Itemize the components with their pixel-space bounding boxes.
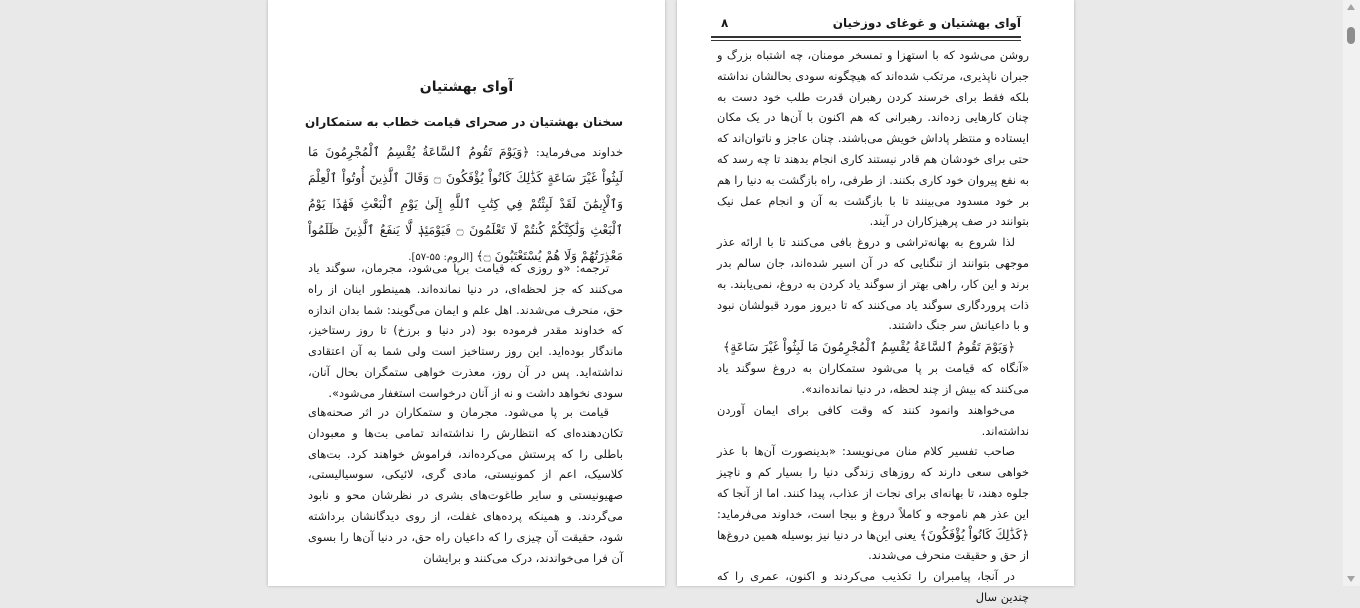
intro-text: خداوند می‌فرماید: [529,145,623,159]
header-rule-thick [711,36,1021,38]
quran-verse: ﴿وَيَوْمَ تَقُومُ ٱلسَّاعَةُ يُقْسِمُ ٱلْمُجْرِمُونَ مَا لَبِثُواْ غَيْرَ سَاعَةٍ كَذَٰلِكَ كَانُواْ يُؤْفَكُونَ ۝ وَقَالَ ٱلَّذِينَ أُوتُواْ ٱلْعِلْمَ وَٱلْإِيمَٰنَ لَقَدْ لَبِثْتُمْ فِي كِتَٰبِ ٱللَّهِ إِلَىٰ يَوْمِ ٱلْبَعْثِ فَهَٰذَا يَوْمُ ٱلْبَعْثِ وَلَٰكِنَّكُمْ كُنتُمْ لَا تَعْلَمُونَ ۝ فَيَوْمَئِذٖ لَّا يَنفَعُ ٱلَّذِينَ ظَلَمُواْ مَعْذِرَتُهُمْ وَلَا هُمْ يُسْتَعْتَبُونَ ۝﴾ [308,145,623,263]
body-paragraph: لذا شروع به بهانه‌تراشی و دروغ بافی می‌کنند تا با ارائه عذر موجهی بتوانند از تنگنایی که در آن اسیر شده‌اند، جان سالم بدر برند و این کار، راهی بهتر از سوگند یاد کردن به دروغ، نمی‌یابند. به ذات پروردگاری سوگند یاد می‌کنند که تا دیروز مورد قبولشان نبود و با داعیانش سر جنگ داشتند. [717,235,1029,333]
commentary-text: یعنی این‌ها در دنیا نیز بوسیله همین دروغ‌ها از حق و حقیقت منحرف می‌شدند. [717,527,1029,563]
scroll-up-icon[interactable] [1347,4,1355,10]
paragraph-quran-intro [308,139,623,271]
quran-verse: ﴿وَيَوْمَ تَقُومُ ٱلسَّاعَةُ يُقْسِمُ ٱلْمُجْرِمُونَ مَا لَبِثُواْ غَيْرَ سَاعَةٍ﴾ [723,340,1015,355]
section-title: آوای بهشتیان [419,79,514,95]
running-header [721,12,1021,38]
translation-paragraph: ترجمه: «و روزی که قیامت برپا می‌شود، مجرمان، سوگند یاد می‌کنند که جز لحظه‌ای، در دنیا نمانده‌اند. همینطور اینان از راه حق، منحرف می‌شدند. اهل علم و ایمان می‌گویند: شما بدان اندازه که خداوند مقدر فرموده بود (در دنیا و برزخ) تا روز رستاخیز، ماندگار بوده‌اید. این روز رستاخیز است ولی شما به آن اعتقادی نداشته‌اید. پس در آن روز، معذرت خواهی ستمگران بحال آنان، سودی نخواهد داشت و نه از آنان درخواست استغفار می‌شود». [308,261,623,400]
right-page [677,0,1074,604]
page-number: ۸ [721,16,729,30]
vertical-scrollbar[interactable] [1343,0,1360,586]
body-paragraph: قیامت بر پا می‌شود. مجرمان و ستمکاران در اثر صحنه‌های تکان‌دهنده‌ای که انتظارش را نداشته‌اند تمامی بت‌ها و معبودان باطلی را که پرستش می‌کرده‌اند، فراموش خواهند کرد. بت‌های کلاسیک، اعم از کمونیستی، مادی گری، لائیکی، سوسیالیستی، صهیونیستی و سایر طاغوت‌های بشری در نظرشان محو و نابود می‌گردند. و همینکه پرده‌های غفلت، از روی دیدگانشان برداشته شود، حقیقت آن چیزی را که داعیان راه حق، در دنیا آن‌ها را بسوی آن فرا می‌خواندند، درک می‌کنند و برایشان [308,405,623,565]
scroll-thumb[interactable] [1347,27,1355,44]
header-rule-thin [711,40,1021,41]
body-paragraph [717,441,1029,566]
scroll-down-icon[interactable] [1347,576,1355,582]
commentary-text: صاحب تفسیر کلام منان می‌نویسد: «بدینصورت آن‌ها با عذر خواهی سعی دارند که روزهای زندگی دنیا را بسیار کم و ناچیز جلوه دهند، تا بهانه‌ای برای نجات از عذاب، پیدا کنند. اما از آنجا که این عذر هم ناموجه و کاملاً دروغ و بیجا است، خداوند می‌فرماید: [717,444,1029,521]
body-paragraph: روشن می‌شود که با استهزا و تمسخر مومنان، چه اشتباه بزرگ و جبران ناپذیری، مرتکب شده‌اند که هیچگونه سودی بحالشان نداشته بلکه فقط برای خرسند کردن رهبران قدرت طلب خود دست به چنان کارهایی زده‌اند. رهبرانی که هم اکنون با آن‌ها در یک مکان ایستاده و منتظر پاداش خویش می‌باشند. چنان عاجز و ناتوان‌اند که حتی برای خودشان هم قادر نیستند کاری انجام بدهند تا چه رسد که به نفع پیروان خود کاری بکنند. از طرفی، راه بازگشت به دنیا را هم بر خود مسدود می‌بینند تا با بازگشت به آن و انجام عمل نیک بتوانند در صف پرهیزکاران در آیند. [717,48,1029,229]
body-paragraph: در آنجا، پیامبران را تکذیب می‌کردند و اکنون، عمری را که چندین سال [717,569,1029,604]
verse-reference: [الروم: ۵۵-۵۷]. [408,252,477,263]
translation-paragraph: «آنگاه که قیامت بر پا می‌شود ستمکاران به دروغ سوگند یاد می‌کنند که بیش از چند لحظه، در دنیا نمانده‌اند». [717,361,1029,396]
left-page [268,0,665,586]
section-subtitle: سخنان بهشتیان در صحرای قیامت خطاب به ستمکاران [305,115,623,129]
header-title: آوای بهشتیان و غوغای دوزخیان [832,16,1021,30]
right-body [717,45,1029,608]
body-paragraph: می‌خواهند وانمود کنند که وقت کافی برای ایمان آوردن نداشته‌اند. [717,402,1029,438]
quran-verse: ﴿كَذَٰلِكَ كَانُواْ يُؤْفَكُونَ﴾ [919,527,1029,542]
